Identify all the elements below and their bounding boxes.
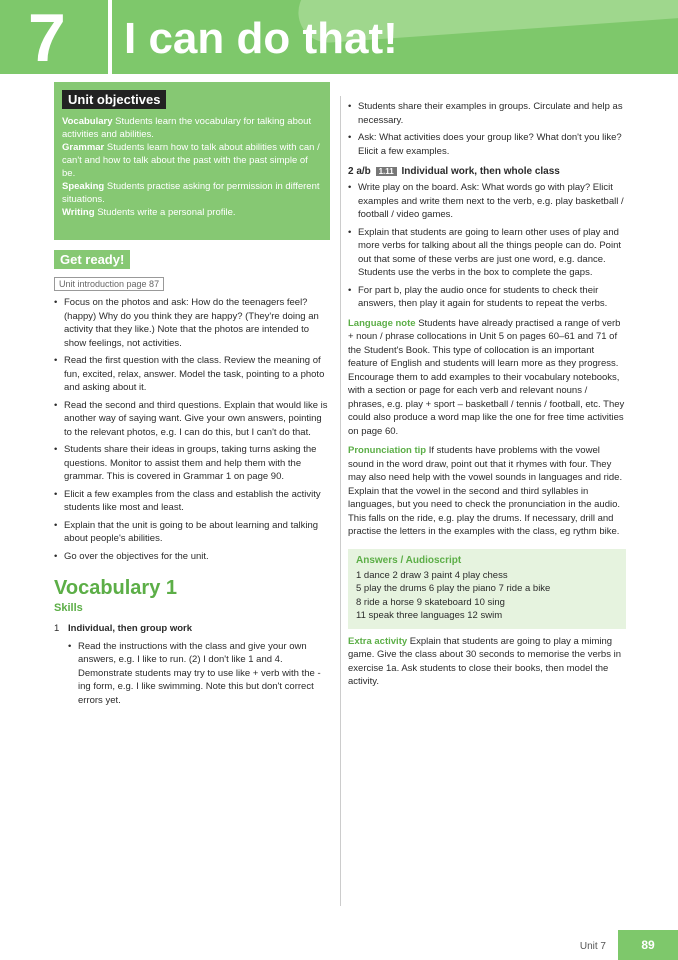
extra-activity: Extra activity Explain that students are going to play a miming game. Give the class about 30 seconds to memorise the verbs in exercise 1a. Ask students to close their books, then model the activity. [348, 635, 621, 687]
get-ready-list [54, 296, 330, 563]
list-item: • Read the instructions with the class and give your own answers, e.g. I like to run. (2) I don't like 1 and 4. Demonstrate students may try to use like + verb with the -ing form, e.g. I like swimming. Note this but don't correct errors yet. [68, 640, 330, 708]
list-item: • Go over the objectives for the unit. [54, 550, 330, 564]
top-list [348, 100, 626, 158]
unit-number: 7 [28, 0, 66, 76]
header-divider [108, 0, 112, 74]
objective-item: Grammar Students learn how to talk about abilities with can / can't and how to talk about the past with the past simple of be. [62, 142, 320, 179]
step2-list [348, 181, 626, 311]
answers-box [348, 549, 626, 629]
answer-line: 11 speak three languages 12 swim [356, 610, 503, 621]
list-item: • For part b, play the audio once for students to check their answers, then play it again for students to repeat the verbs. [348, 284, 626, 311]
footer-unit: Unit 7 [579, 941, 606, 952]
pronunciation-tip: Pronunciation tip If students have problems with the vowel sound in the word draw, point out that it rhymes with four. They may also need help with the vowel sounds in languages and ride. Explain that the vowel in the second and third syllables in languages, but you need to check the pronunciation in the audio. This falls on the ride, e.g. play the drums. If necessary, drill and practise the letters in the examples with the class, eg rythm bike. [348, 445, 623, 537]
vocabulary-list [54, 640, 330, 708]
column-divider [340, 96, 341, 906]
answer-line: 1 dance 2 draw 3 paint 4 play chess [356, 569, 508, 581]
left-column [54, 82, 330, 707]
list-item: • Ask: What activities does your group like? What don't you like? Elicit a few examples. [348, 131, 626, 158]
list-item: • Read the second and third questions. Explain that would like is another way of saying want. Give your own answers, pointing to the relevant photos, e.g. I can do this, but I can't do that. [54, 399, 330, 440]
right-column [348, 96, 626, 689]
language-note: Language note Students have already practised a range of verb + noun / phrase collocations in Unit 5 on pages 60–61 and 71 of the Student's Book. This type of collocation is an important feature of English and students will learn more as they progress. Encourage them to add examples to their vocabulary notebooks, with a section or page for each verb and relevant nouns / phrases, e.g. play + sport – basketball / tennis / football, etc. They could also produce a word map like the one for free time activities on page 60. [348, 317, 625, 437]
objective-item: Speaking Students practise asking for permission in different situations. [62, 181, 320, 205]
step2-heading: 2 a/b 1.11 Individual work, then whole class [348, 166, 560, 177]
list-item: • Explain that students are going to learn other uses of play and more verbs for talking about all the things people can do. Point out that some of these verbs are just one word, e.g. dance. Students use the verbs in the box to complete the gaps. [348, 226, 626, 280]
objective-item: Vocabulary Students learn the vocabulary for talking about activities and abilities. [62, 116, 312, 140]
list-item: • Focus on the photos and ask: How do the teenagers feel? (happy) Why do you think they are happy? (They're doing an activity that they like.) Note that the photos are intended to show feelings, not activities. [54, 296, 330, 350]
list-item: • Write play on the board. Ask: What words go with play? Elicit examples and write them next to the verb, e.g. play basketball / football / video games. [348, 181, 626, 222]
objectives-heading: Unit objectives [62, 90, 166, 109]
objectives-box [54, 82, 330, 240]
answers-heading: Answers / Audioscript [356, 554, 462, 566]
list-item: • Students share their ideas in groups, taking turns asking the questions. Monitor to assist them and help them with the grammar. This is covered in Grammar 1 on page 90. [54, 443, 330, 484]
list-item: • Read the first question with the class. Review the meaning of fun, excited, relax, answer. Model the task, pointing to a photo and asking about it. [54, 354, 330, 395]
list-item: • Explain that the unit is going to be about learning and talking about people's abilities. [54, 519, 330, 546]
page-title: I can do that! [124, 14, 398, 63]
step-heading: 1 Individual, then group work [54, 623, 193, 634]
intro-tag: Unit introduction page 87 [54, 277, 164, 291]
get-ready-heading: Get ready! [54, 250, 130, 269]
answer-line: 5 play the drums 6 play the piano 7 ride a bike [356, 583, 551, 594]
objective-item: Writing Students write a personal profile. [62, 207, 236, 218]
answer-line: 8 ride a horse 9 skateboard 10 sing [356, 596, 505, 608]
vocabulary-heading: Vocabulary 1 [54, 577, 178, 599]
list-item: • Students share their examples in groups. Circulate and help as necessary. [348, 100, 626, 127]
vocabulary-subheading: Skills [54, 602, 83, 614]
list-item: • Elicit a few examples from the class and establish the activity students like most and least. [54, 488, 330, 515]
page-number: 89 [618, 930, 678, 960]
